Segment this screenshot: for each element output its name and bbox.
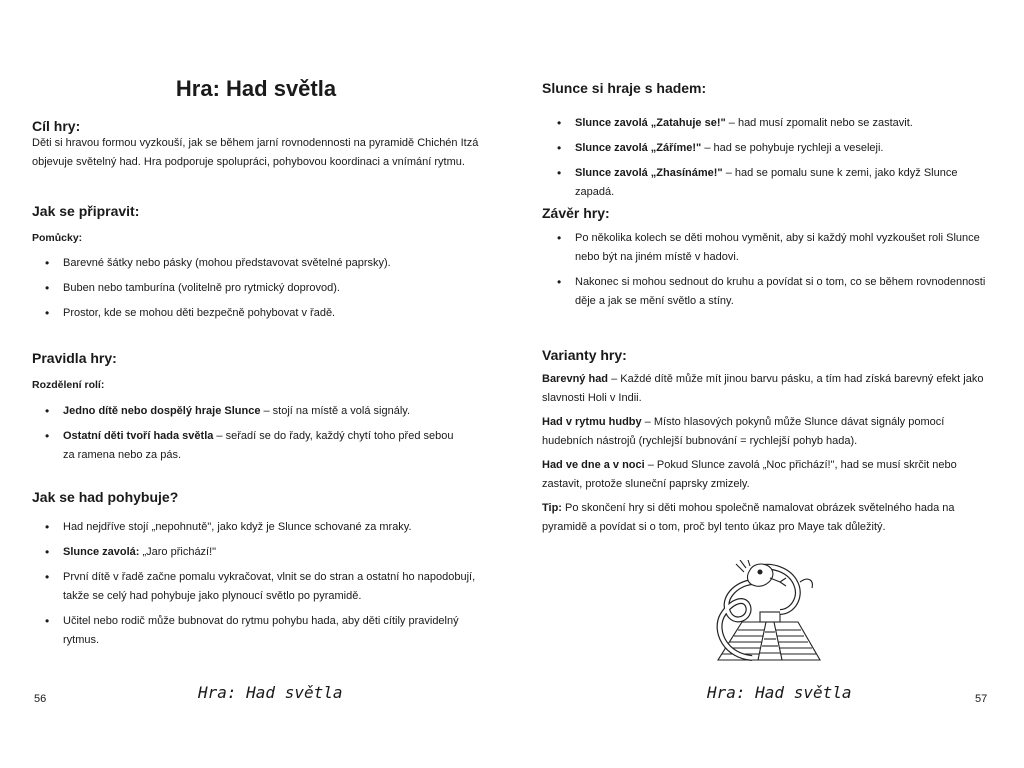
list-item xyxy=(44,543,484,562)
goal-text: Děti si hravou formou vyzkouší, jak se během jarní rovnodennosti na pyramidě Chichén Itzá objevuje světelný had. Hra podporuje spolupráci, pohybovou koordinaci a vnímání rytmu. xyxy=(32,137,479,168)
end-list xyxy=(556,229,986,317)
list-item: • Nakonec si mohou sednout do kruhu a povídat si o tom, co se během rovnodennosti děje a jak se mění světlo a stíny. xyxy=(556,273,986,311)
list-item xyxy=(556,164,996,202)
footer-title: Hra: Had světla xyxy=(198,683,343,702)
item-text: Had nejdříve stojí „nepohnutě", jako když je Slunce schované za mraky. xyxy=(63,521,412,533)
moves-heading: Jak se had pohybuje? xyxy=(32,489,179,505)
list-item xyxy=(556,139,996,158)
page-number: 57 xyxy=(975,693,988,705)
moves-list xyxy=(44,518,484,656)
item-text: – had se pomalu sune k zemi, jako když Slunce zapadá. xyxy=(575,167,958,198)
tip-bold: Tip: xyxy=(542,502,562,514)
variants-heading: Varianty hry: xyxy=(542,347,627,363)
variant-paragraph xyxy=(542,456,992,494)
roles-subheading: Rozdělení rolí: xyxy=(32,379,105,391)
page-number: 56 xyxy=(34,693,47,705)
variant-paragraph xyxy=(542,413,992,451)
list-item xyxy=(44,612,484,650)
sun-plays-heading: Slunce si hraje s hadem: xyxy=(542,80,707,96)
variant-paragraph xyxy=(542,370,992,408)
list-item xyxy=(44,427,464,465)
variant-text: – Místo hlasových pokynů může Slunce dávat signály pomocí hudebních nástrojů (rychlejší bubnování = rychlejší pohyb hada). xyxy=(542,416,945,447)
item-text: Učitel nebo rodič může bubnovat do rytmu pohybu hada, aby děti cítily pravidelný rytmus. xyxy=(63,615,459,646)
list-item xyxy=(44,568,484,606)
roles-list xyxy=(44,402,464,471)
item-bold: Slunce zavolá „Záříme!" xyxy=(575,142,702,154)
page-title: Hra: Had světla xyxy=(175,76,337,101)
item-text: – had se pohybuje rychleji a veseleji. xyxy=(701,142,884,154)
tools-list xyxy=(44,254,484,329)
list-item: • Barevné šátky nebo pásky (mohou představovat světelné paprsky). xyxy=(44,254,484,273)
item-bold: Slunce zavolá: xyxy=(63,546,140,558)
goal-heading: Cíl hry: xyxy=(32,118,81,134)
variant-text: – Každé dítě může mít jinou barvu pásku, a tím had získá barevný efekt jako slavnosti Holi v Indii. xyxy=(542,373,984,404)
footer-title: Hra: Had světla xyxy=(707,683,852,702)
rules-heading: Pravidla hry: xyxy=(32,350,117,366)
list-item: • Po několika kolech se děti mohou vyměnit, aby si každý mohl vyzkoušet roli Slunce nebo být na jiném místě v hadovi. xyxy=(556,229,986,267)
item-text: – stojí na místě a volá signály. xyxy=(260,405,411,417)
prepare-heading: Jak se připravit: xyxy=(32,203,140,219)
list-item xyxy=(44,518,484,537)
tools-subheading: Pomůcky: xyxy=(32,232,83,244)
end-heading: Závěr hry: xyxy=(542,205,610,221)
sun-calls-list xyxy=(556,114,996,208)
list-item: • Prostor, kde se mohou děti bezpečně pohybovat v řadě. xyxy=(44,304,484,323)
item-bold: Slunce zavolá „Zhasínáme!" xyxy=(575,167,723,179)
variant-bold: Barevný had xyxy=(542,373,609,385)
item-text: – had musí zpomalit nebo se zastavit. xyxy=(725,117,913,129)
variant-bold: Had ve dne a v noci xyxy=(542,459,645,471)
item-text: První dítě v řadě začne pomalu vykračovat, vlnit se do stran a ostatní ho napodobují, takže se celý had pohybuje jako plynoucí světlo po pyramidě. xyxy=(63,571,476,602)
item-bold: Slunce zavolá „Zatahuje se!" xyxy=(575,117,726,129)
variant-text: – Pokud Slunce zavolá „Noc přichází!", had se musí skrčit nebo zastavit, protože sluneční paprsky zmizely. xyxy=(542,459,957,490)
item-bold: Jedno dítě nebo dospělý hraje Slunce xyxy=(63,405,261,417)
item-bold: Ostatní děti tvoří hada světla xyxy=(63,430,214,442)
item-text: – seřadí se do řady, každý chytí toho před sebou za ramena nebo za pás. xyxy=(63,430,454,461)
serpent-pyramid-illustration xyxy=(700,560,835,668)
item-text: „Jaro přichází!" xyxy=(139,546,217,558)
list-item xyxy=(556,114,996,133)
variant-bold: Had v rytmu hudby xyxy=(542,416,642,428)
tip-paragraph xyxy=(542,499,992,537)
list-item xyxy=(44,402,464,421)
list-item: • Buben nebo tamburína (volitelně pro rytmický doprovod). xyxy=(44,279,484,298)
tip-text: Po skončení hry si děti mohou společně namalovat obrázek světelného hada na pyramidě a povídat si o tom, proč byl tento úkaz pro Maye tak důležitý. xyxy=(542,502,955,533)
